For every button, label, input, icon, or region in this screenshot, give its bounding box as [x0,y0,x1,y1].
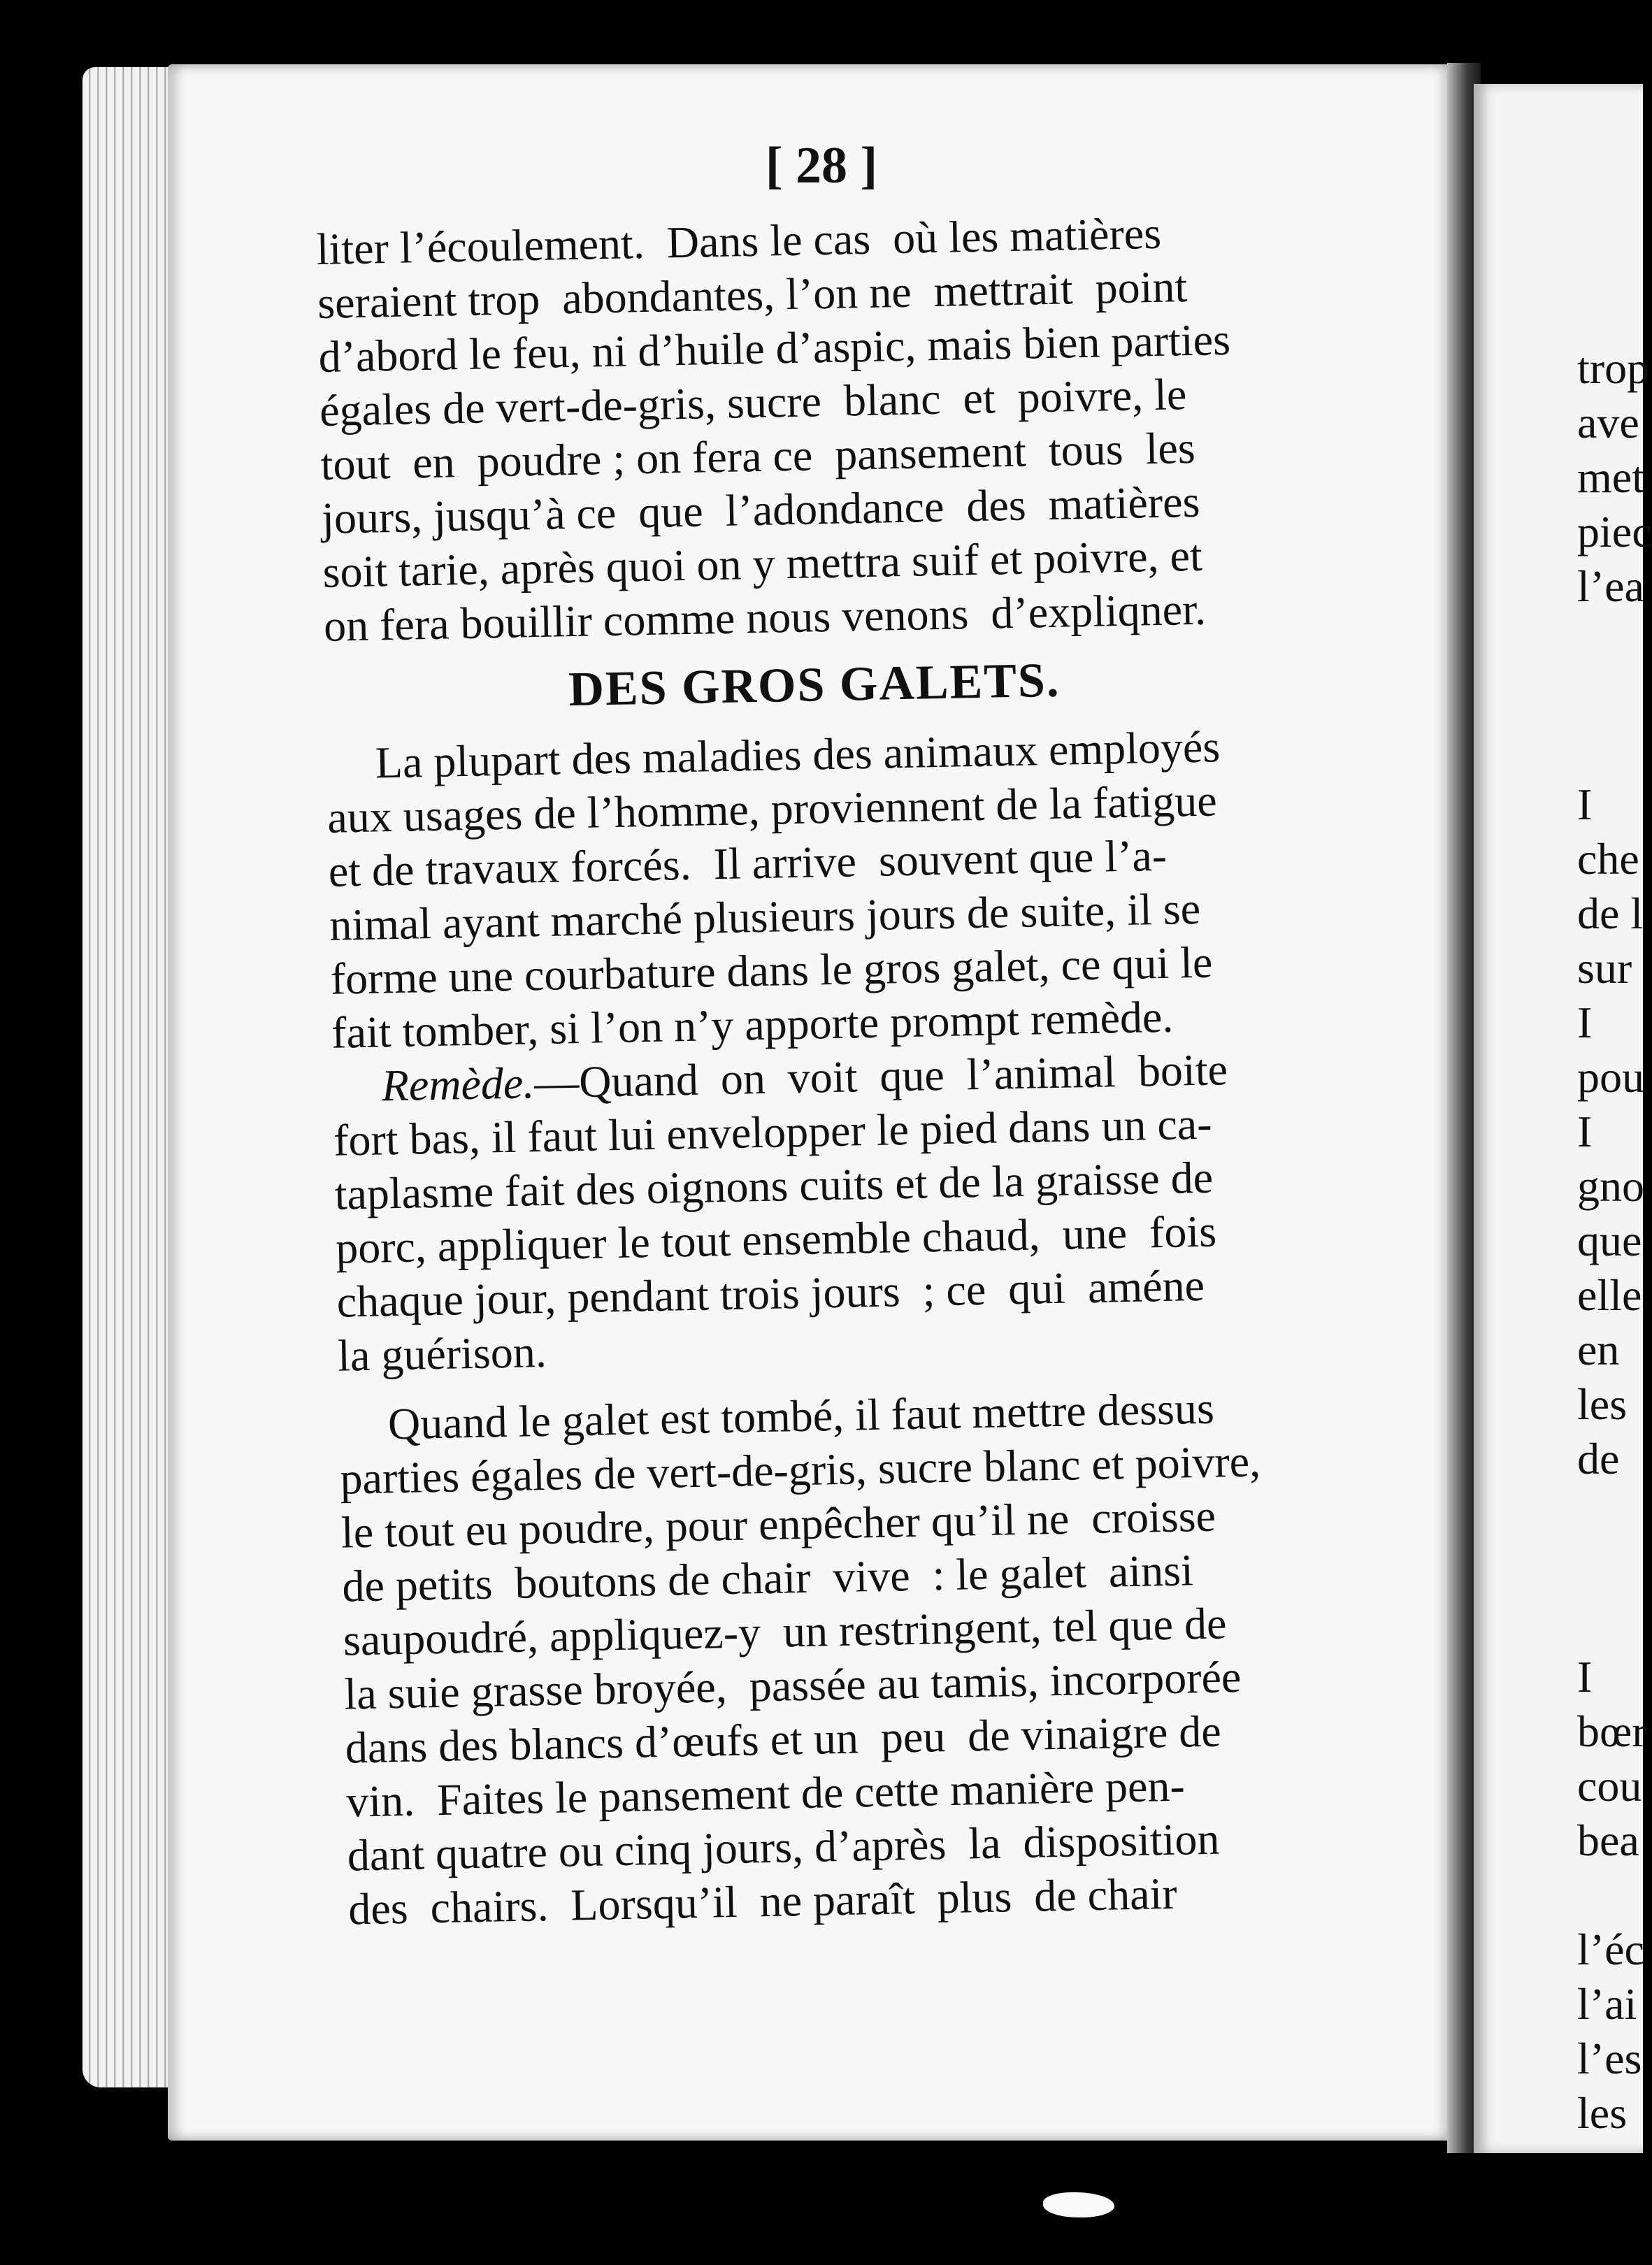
text-line: La plupart des maladies des animaux employés [375,721,1221,788]
text-line: on fera bouillir comme nous venons d’expliqner. [323,584,1207,651]
section-heading: DES GROS GALETS. [568,653,1061,717]
facing-page-line: I [1577,1652,1593,1702]
remedy-text: —Quand on voit que l’animal boite [533,1044,1228,1108]
text-line: soit tarie, après quoi on y mettra suif et poivre, et [322,530,1203,597]
text-line: liter l’écoulement. Dans le cas où les matières [316,208,1162,274]
text-line: taplasme fait des oignons cuits et de la graisse de [334,1152,1214,1219]
facing-page-line: l’es [1577,2034,1642,2083]
text-line: la guérison. [337,1326,547,1381]
text-line: Quand le galet est tombé, il faut mettre dessus [387,1383,1215,1449]
text-line: forme une courbature dans le gros galet, ce qui le [330,937,1213,1004]
facing-page-line [1577,1595,1652,1650]
text-line: fait tomber, si l’on n’y apporte prompt remède. [331,991,1174,1058]
text-line: la suie grasse broyée, passée au tamis, incorporée [343,1651,1242,1719]
text-line: dant quatre ou cinq jours, d’après la disposition [347,1813,1221,1881]
text-line: fort bas, il faut lui envelopper le pied dans un ca- [333,1098,1213,1165]
opening-paragraph [316,203,1352,653]
facing-page-line: de [1577,1434,1620,1483]
facing-page-line [1577,1486,1652,1541]
text-line: parties égales de vert-de-gris, sucre blanc et poivre, [339,1436,1261,1504]
facing-page-text [1577,341,1652,2141]
facing-page-line: l’ea [1577,561,1644,611]
text-line: dans des blancs d’œufs et un peu de vinaigre de [345,1706,1222,1773]
text-line: égales de vert-de-gris, sucre blanc et poivre, le [319,369,1187,436]
facing-page-line: en [1577,1325,1620,1374]
text-line: aux usages de l’homme, proviennent de la fatigue [326,775,1218,842]
text-line: seraient trop abondantes, l’on ne mettrait point [317,261,1188,328]
facing-page-line: bœr [1577,1706,1647,1756]
text-line: porc, appliquer le tout ensemble chaud, une fois [335,1206,1217,1273]
facing-page-line [1577,668,1652,723]
text-line: vin. Faites le pansement de cette manière pen- [345,1760,1186,1827]
scan-mark [1043,2192,1114,2217]
facing-page-line: piec [1577,507,1652,556]
text-line: chaque jour, pendant trois jours ; ce qui améne [336,1260,1205,1327]
page-number: [ 28 ] [765,137,878,194]
facing-page-line: met [1577,452,1644,502]
facing-page-line: les [1577,1379,1628,1429]
text-line: d’abord le feu, ni d’huile d’aspic, mais bien parties [318,314,1231,382]
facing-page-line [1577,723,1652,777]
text-line: de petits boutons de chair vive : le galet ainsi [341,1545,1194,1611]
facing-page-line: trop [1577,343,1650,393]
text-line: jours, jusqu’à ce que l’adondance des matières [321,476,1201,543]
facing-page-line [1577,1541,1652,1595]
facing-page-line: gno [1577,1161,1644,1211]
facing-page-line: de l [1577,889,1644,938]
facing-page-line: que [1577,1216,1642,1265]
facing-page-line: bea [1577,1815,1639,1865]
facing-page-line: pou [1577,1052,1644,1102]
facing-page-line: l’ai [1577,1979,1637,2029]
facing-page-line: che [1577,834,1639,884]
facing-page-line [1577,614,1652,668]
paragraph-remedy [333,1094,1365,1383]
facing-page-line: I [1577,779,1593,829]
facing-page-line: I [1577,998,1593,1047]
paragraph-fatigue [326,717,1360,1060]
facing-page-line: I [1577,1107,1593,1156]
text-line: des chairs. Lorsqu’il ne paraît plus de chair [347,1868,1178,1934]
page-body [316,203,1377,1936]
facing-page-line [1577,1868,1652,1922]
paragraph-galet [338,1378,1377,1936]
text-line: et de travaux forcés. Il arrive souvent que l’a- [328,830,1168,896]
remedy-label: Remède. [381,1058,535,1111]
facing-page-line: cou [1577,1761,1642,1811]
text-line: le tout eu poudre, pour enpêcher qu’il ne croisse [340,1490,1216,1558]
text-line: saupoudré, appliquez-y un restringent, tel que de [343,1598,1227,1665]
facing-page [1474,84,1652,2153]
facing-page-line: sur [1577,943,1632,993]
facing-page-line: les [1577,2088,1628,2138]
facing-page-line: l’éc [1577,1925,1644,1974]
text-line: tout en poudre ; on fera ce pansement tous les [319,422,1196,489]
facing-page-line: elle [1577,1270,1642,1320]
text-line: nimal ayant marché plusieurs jours de suite, il se [329,883,1201,950]
facing-page-line: ave [1577,398,1639,447]
